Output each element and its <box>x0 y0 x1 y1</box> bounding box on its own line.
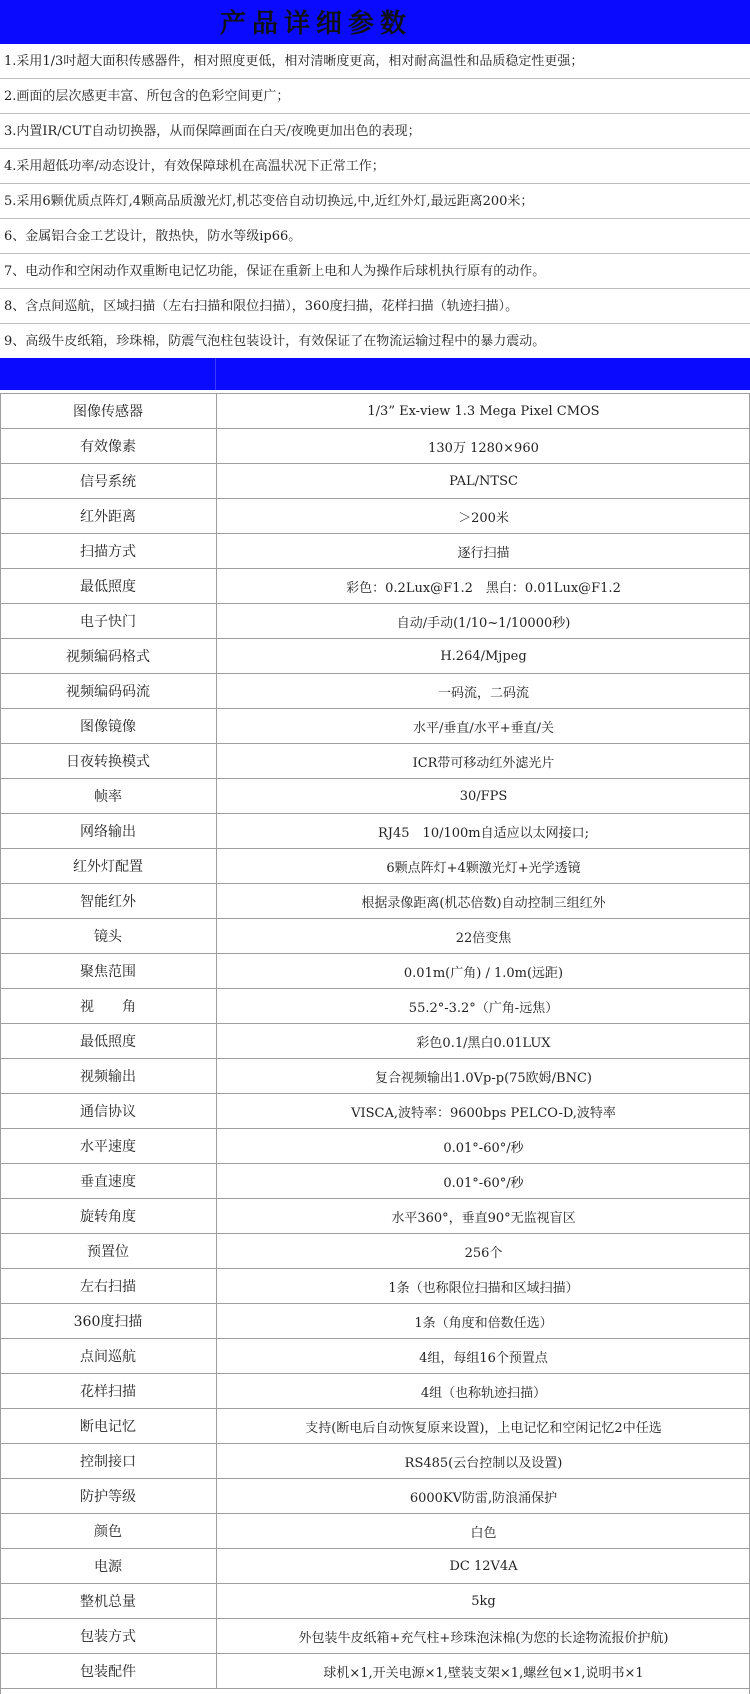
spec-label: 预置位 <box>0 1234 217 1268</box>
spec-row <box>0 709 750 744</box>
spec-label: 视频编码码流 <box>0 674 217 708</box>
spec-value: ICR带可移动红外滤光片 <box>412 755 555 771</box>
spec-value: 55.2°-3.2°（广角-远焦） <box>408 1000 559 1016</box>
spec-value: 自动/手动(1/10~1/10000秒) <box>396 615 571 631</box>
spec-row <box>0 1129 750 1164</box>
spec-value: 4组（也称轨迹扫描） <box>420 1385 547 1401</box>
spec-row <box>0 1024 750 1059</box>
spec-label: 图像传感器 <box>0 394 217 428</box>
spec-row <box>0 464 750 499</box>
spec-value: 5kg <box>471 1593 496 1609</box>
spec-row <box>0 604 750 639</box>
spec-value: 一码流，二码流 <box>437 685 529 701</box>
spec-value: ＞200米 <box>458 510 509 526</box>
spec-table <box>0 394 750 1689</box>
title-bar <box>0 0 750 44</box>
spec-label: 红外距离 <box>0 499 217 533</box>
spec-row <box>0 429 750 464</box>
spec-label: 聚焦范围 <box>0 954 217 988</box>
feature-item: 4.采用超低功率/动态设计，有效保障球机在高温状况下正常工作； <box>0 149 750 184</box>
spec-row <box>0 1479 750 1514</box>
spec-label: 图像镜像 <box>0 709 217 743</box>
feature-item: 2.画面的层次感更丰富、所包含的色彩空间更广； <box>0 79 750 114</box>
spec-row <box>0 1654 750 1689</box>
spec-label: 最低照度 <box>0 1024 217 1058</box>
spec-row <box>0 674 750 709</box>
spec-value: 0.01m(广角) / 1.0m(远距) <box>403 965 564 981</box>
spec-value: H.264/Mjpeg <box>440 648 527 664</box>
spec-label: 日夜转换模式 <box>0 744 217 778</box>
spec-label: 视频输出 <box>0 1059 217 1093</box>
feature-item: 1.采用1/3吋超大面积传感器件，相对照度更低，相对清晰度更高，相对耐高温性和品质稳定性更强； <box>0 44 750 79</box>
spec-value: RJ45 10/100m自适应以太网接口; <box>378 825 589 841</box>
spec-label: 视频编码格式 <box>0 639 217 673</box>
spec-value: 球机×1,开关电源×1,壁装支架×1,螺丝包×1,说明书×1 <box>323 1665 644 1681</box>
spec-value: 1/3” Ex-view 1.3 Mega Pixel CMOS <box>367 403 600 419</box>
spec-row <box>0 639 750 674</box>
spec-row <box>0 1199 750 1234</box>
spec-value: 4组，每组16个预置点 <box>419 1350 548 1366</box>
spec-row <box>0 744 750 779</box>
spec-label: 垂直速度 <box>0 1164 217 1198</box>
spec-row <box>0 1339 750 1374</box>
spec-row <box>0 779 750 814</box>
spec-row <box>0 814 750 849</box>
spec-row <box>0 1234 750 1269</box>
spec-row <box>0 1269 750 1304</box>
spec-row <box>0 499 750 534</box>
feature-list <box>0 44 750 359</box>
feature-item: 6、金属铝合金工艺设计，散热快，防水等级ip66。 <box>0 219 750 254</box>
spec-label: 旋转角度 <box>0 1199 217 1233</box>
spec-label: 防护等级 <box>0 1479 217 1513</box>
spec-row <box>0 1164 750 1199</box>
spec-value: 复合视频输出1.0Vp-p(75欧姆/BNC) <box>374 1070 593 1086</box>
spec-row <box>0 534 750 569</box>
spec-value: 水平/垂直/水平+垂直/关 <box>412 720 555 736</box>
spec-value: PAL/NTSC <box>449 473 518 489</box>
spec-value: 白色 <box>470 1525 497 1541</box>
spec-label: 电源 <box>0 1549 217 1583</box>
spec-label: 花样扫描 <box>0 1374 217 1408</box>
spec-value: 外包装牛皮纸箱+充气柱+珍珠泡沫棉(为您的长途物流报价护航) <box>298 1630 669 1646</box>
spec-table-header-band <box>0 358 750 390</box>
spec-label: 控制接口 <box>0 1444 217 1478</box>
spec-value: 256个 <box>464 1245 503 1261</box>
spec-label: 断电记忆 <box>0 1409 217 1443</box>
spec-value: 6000KV防雷,防浪涌保护 <box>409 1490 558 1506</box>
spec-row <box>0 1374 750 1409</box>
spec-label: 信号系统 <box>0 464 217 498</box>
spec-value: 0.01°-60°/秒 <box>443 1175 524 1191</box>
spec-value: 30/FPS <box>459 788 508 804</box>
spec-value: 根据录像距离(机芯倍数)自动控制三组红外 <box>361 895 606 911</box>
feature-item: 5.采用6颗优质点阵灯,4颗高品质激光灯,机芯变倍自动切换远,中,近红外灯,最远距离200米； <box>0 184 750 219</box>
spec-row <box>0 919 750 954</box>
spec-value: 彩色：0.2Lux@F1.2 黑白：0.01Lux@F1.2 <box>346 580 621 596</box>
spec-label: 点间巡航 <box>0 1339 217 1373</box>
feature-item: 7、电动作和空闲动作双重断电记忆功能，保证在重新上电和人为操作后球机执行原有的动作。 <box>0 254 750 289</box>
spec-value: 1条（也称限位扫描和区域扫描） <box>388 1280 579 1296</box>
spec-label: 帧率 <box>0 779 217 813</box>
spec-value: 130万 1280×960 <box>428 440 539 456</box>
spec-label: 包装配件 <box>0 1654 217 1688</box>
spec-label: 左右扫描 <box>0 1269 217 1303</box>
spec-row <box>0 1409 750 1444</box>
spec-label: 扫描方式 <box>0 534 217 568</box>
spec-label: 整机总量 <box>0 1584 217 1618</box>
spec-value: RS485(云台控制以及设置) <box>404 1455 563 1471</box>
spec-row <box>0 1619 750 1654</box>
feature-item: 9、高级牛皮纸箱，珍珠棉，防震气泡柱包装设计，有效保证了在物流运输过程中的暴力震动。 <box>0 324 750 359</box>
spec-label: 智能红外 <box>0 884 217 918</box>
spec-value: 逐行扫描 <box>457 545 510 561</box>
feature-item: 3.内置IR/CUT自动切换器，从而保障画面在白天/夜晚更加出色的表现； <box>0 114 750 149</box>
spec-value: 6颗点阵灯+4颗激光灯+光学透镜 <box>386 860 581 876</box>
spec-value: DC 12V4A <box>449 1558 518 1574</box>
spec-label: 通信协议 <box>0 1094 217 1128</box>
spec-label: 360度扫描 <box>0 1304 217 1338</box>
spec-value: 水平360°，垂直90°无监视盲区 <box>391 1210 576 1226</box>
spec-row <box>0 1549 750 1584</box>
spec-label: 最低照度 <box>0 569 217 603</box>
spec-value: VISCA,波特率：9600bps PELCO-D,波特率 <box>351 1105 616 1121</box>
spec-row <box>0 1094 750 1129</box>
spec-label: 包装方式 <box>0 1619 217 1653</box>
spec-header-label-cell <box>0 358 216 390</box>
spec-label: 视 角 <box>0 989 217 1023</box>
spec-row <box>0 954 750 989</box>
spec-value: 0.01°-60°/秒 <box>443 1140 524 1156</box>
feature-item: 8、含点间巡航，区域扫描（左右扫描和限位扫描），360度扫描，花样扫描（轨迹扫描）。 <box>0 289 750 324</box>
spec-label: 有效像素 <box>0 429 217 463</box>
spec-value: 1条（角度和倍数任选） <box>414 1315 553 1331</box>
spec-row <box>0 884 750 919</box>
page-title: 产品详细参数 <box>220 9 413 39</box>
spec-row <box>0 1514 750 1549</box>
spec-row <box>0 1304 750 1339</box>
spec-row <box>0 1444 750 1479</box>
spec-row <box>0 849 750 884</box>
spec-value: 22倍变焦 <box>455 930 512 946</box>
spec-label: 电子快门 <box>0 604 217 638</box>
spec-row <box>0 1584 750 1619</box>
spec-label: 红外灯配置 <box>0 849 217 883</box>
spec-label: 颜色 <box>0 1514 217 1548</box>
spec-label: 水平速度 <box>0 1129 217 1163</box>
spec-row <box>0 394 750 429</box>
spec-row <box>0 569 750 604</box>
spec-row <box>0 1059 750 1094</box>
spec-value: 彩色0.1/黑白0.01LUX <box>416 1035 551 1051</box>
spec-row <box>0 989 750 1024</box>
spec-label: 网络输出 <box>0 814 217 848</box>
spec-label: 镜头 <box>0 919 217 953</box>
spec-value: 支持(断电后自动恢复原来设置)，上电记忆和空闲记忆2中任选 <box>305 1420 662 1436</box>
